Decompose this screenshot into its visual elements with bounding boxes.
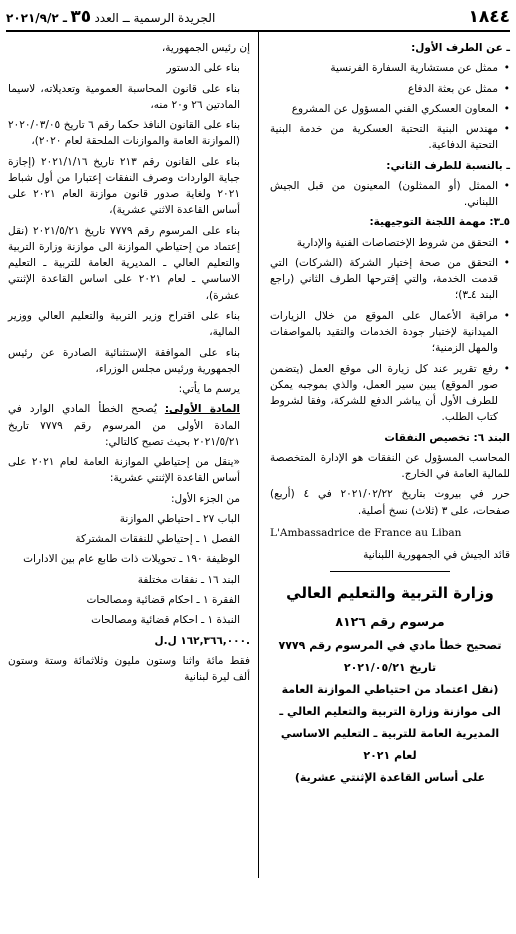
decrees-line: يرسم ما يأتي:	[178, 383, 240, 396]
budget-line: الفقرة ١ ـ احكام قضائية ومصالحات	[86, 593, 240, 606]
decree-subject-line: على أساس القاعدة الإثنتي عشرية)	[294, 771, 486, 785]
party1-item: • المعاون العسكري الفني المسؤول عن المشروع	[270, 101, 510, 117]
decree-subject-line: الى موازنة وزارة التربية والتعليم العالي ـ	[279, 705, 501, 719]
preamble-para: بناء على الدستور	[166, 62, 240, 75]
page-number: ١٨٤٤	[468, 6, 510, 27]
arabic-signatory: قائد الجيش في الجمهورية اللبنانية	[363, 549, 510, 562]
task-item: • مراقبة الأعمال على الموقع من خلال الزيارات الميدانية لإختبار جودة الخدمات والتقيد بالمواصفات والمهل الزمنية؛	[270, 308, 510, 357]
budget-line: البند ١٦ ـ نفقات مختلفة	[137, 573, 240, 586]
decree-subject-line: تاريخ ٢٠٢١/٠٥/٢١	[343, 661, 437, 675]
task-item: • التحقق من شروط الإختصاصات الفنية والإدارية	[270, 235, 510, 251]
budget-line: الوظيفة ١٩٠ ـ تحويلات ذات طابع عام بين الادارات	[23, 553, 240, 566]
preamble-para: بناء على اقتراح وزير التربية والتعليم العالي ووزير المالية،	[8, 309, 240, 339]
amount-words: فقط مائة واثنا وستون مليون وثلاثمائة وستة وستون ألف ليرة لبنانية	[8, 654, 250, 684]
column-divider	[258, 32, 259, 878]
issue-number: ٣٥	[70, 6, 92, 27]
clause6-text: المحاسب المسؤول عن النفقات هو الإدارة المتخصصة للمالية العامة في الخارج.	[270, 451, 510, 481]
right-column	[270, 40, 510, 791]
article1-label: المادة الأولى:	[164, 403, 240, 416]
amount-figure: ١٦٢,٣٦٦,٠٠٠ ل.ل.	[154, 634, 250, 647]
ministry-title: وزارة التربية والتعليم العالي	[286, 584, 494, 603]
party1-heading: ـ عن الطرف الأول:	[411, 42, 510, 54]
clause6-heading: البند ٦: تخصيص النفقات	[384, 431, 510, 444]
preamble-para: بناء على القانون رقم ٢١٣ تاريخ ٢٠٢١/١/١٦ (إجازة جباية الواردات وصرف النفقات إعتبارا من أول شباط ٢٠٢١ ولغاية صدور قانون موازنة العام ٢٠٢١ على أساس القاعدة الاثني عشرية)،	[8, 155, 240, 217]
budget-line: الباب ٢٧ ـ احتياطي الموازنة	[119, 512, 240, 525]
party1-item: • مهندس البنية التحتية العسكرية من خدمة البنية التحتية الدفاعية.	[270, 121, 510, 154]
decree-subject-line: تصحيح خطأ مادي في المرسوم رقم ٧٧٧٩	[278, 639, 502, 653]
party2-item: • الممثل (أو الممثلون) المعينون من قبل الجيش اللبناني.	[270, 178, 510, 211]
task-heading: ٥ـ٣: مهمة اللجنة التوجيهية:	[369, 216, 510, 229]
french-signatory: L'Ambassadrice de France au Liban	[270, 526, 462, 539]
issue-date: ـ ٢٠٢١/٩/٢	[6, 10, 67, 25]
signing-text: حرر في بيروت بتاريخ ٢٠٢١/٠٢/٢٢ في ٤ (أربع) صفحات، على ٣ (ثلاث) نسخ أصلية.	[270, 488, 510, 517]
header-title-group	[6, 4, 215, 30]
party1-item: • ممثل عن مستشارية السفارة الفرنسية	[270, 60, 510, 76]
section-separator	[330, 571, 450, 572]
decree-subject-line: المديرية العامة للتربية ـ التعليم الاساسي	[280, 727, 500, 741]
article1-text: يُصحح الخطأ المادي الوارد في المادة الأولى من المرسوم رقم ٧٧٧٩ تاريخ ٢٠٢١/٥/٢١ بحيث تصبح كالتالي:	[8, 403, 240, 448]
party2-heading: ـ بالنسبة للطرف الثاني:	[386, 159, 510, 172]
preamble-para: بناء على المرسوم رقم ٧٧٧٩ تاريخ ٢٠٢١/٥/٢١ (نقل إعتماد من إحتياطي الموازنة الى موازنة وزارة التربية والتعليم العالي ـ المديرية العامة للتربية ـ التعليم الاساسي ـ لعام ٢٠٢١ على اساس القاعدة الإثنتي عشرة)،	[8, 224, 240, 302]
gazette-title: الجريدة الرسمية ــ العدد	[94, 10, 216, 25]
preamble-para: بناء على القانون النافذ حكما رقم ٦ تاريخ ٢٠٢٠/٠٣/٠٥ (الموازنة العامة والموازنات الملحقة لعام ٢٠٢٠)،	[8, 119, 240, 148]
article1	[8, 401, 250, 450]
decree-subject-line: (نقل اعتماد من احتياطي الموازنة العامة	[281, 683, 499, 697]
budget-line: النبذة ١ ـ احكام قضائية ومصالحات	[91, 614, 240, 627]
from-part: من الجزء الأول:	[170, 492, 240, 505]
decree-number: مرسوم رقم ٨١٢٦	[335, 613, 445, 629]
quote-text: «ينقل من إحتياطي الموازنة العامة لعام ٢٠٢١ على أساس القاعدة الإثنتي عشرية:	[8, 456, 240, 485]
decree-subject-line: لعام ٢٠٢١	[363, 749, 417, 763]
preamble-para: إن رئيس الجمهورية،	[161, 42, 250, 54]
budget-line: الفصل ١ ـ إحتياطي للنفقات المشتركة	[75, 533, 240, 546]
preamble-para: بناء على قانون المحاسبة العمومية وتعديلاته، لاسيما المادتين ٢٦ و٢٠ منه،	[8, 82, 240, 111]
left-column	[8, 40, 250, 689]
task-item: • رفع تقرير عند كل زيارة الى موقع العمل (يتضمن صور الموقع) يبين سير العمل، والذي بموجبه يمكن للطرف الأول أن يباشر الدفع للشركة، وفقا لشروط كتاب الطلب.	[270, 361, 510, 426]
page-header	[6, 6, 510, 28]
party1-item: • ممثل عن بعثة الدفاع	[270, 81, 510, 97]
preamble-para: بناء على الموافقة الإستثنائية الصادرة عن رئيس الجمهورية ورئيس مجلس الوزراء،	[8, 346, 240, 375]
task-item: • التحقق من صحة إختيار الشركة (الشركات) التي قدمت الخدمة، والتي إقترحها الطرف الثاني (راجع البند ٤ـ٣)؛	[270, 255, 510, 304]
